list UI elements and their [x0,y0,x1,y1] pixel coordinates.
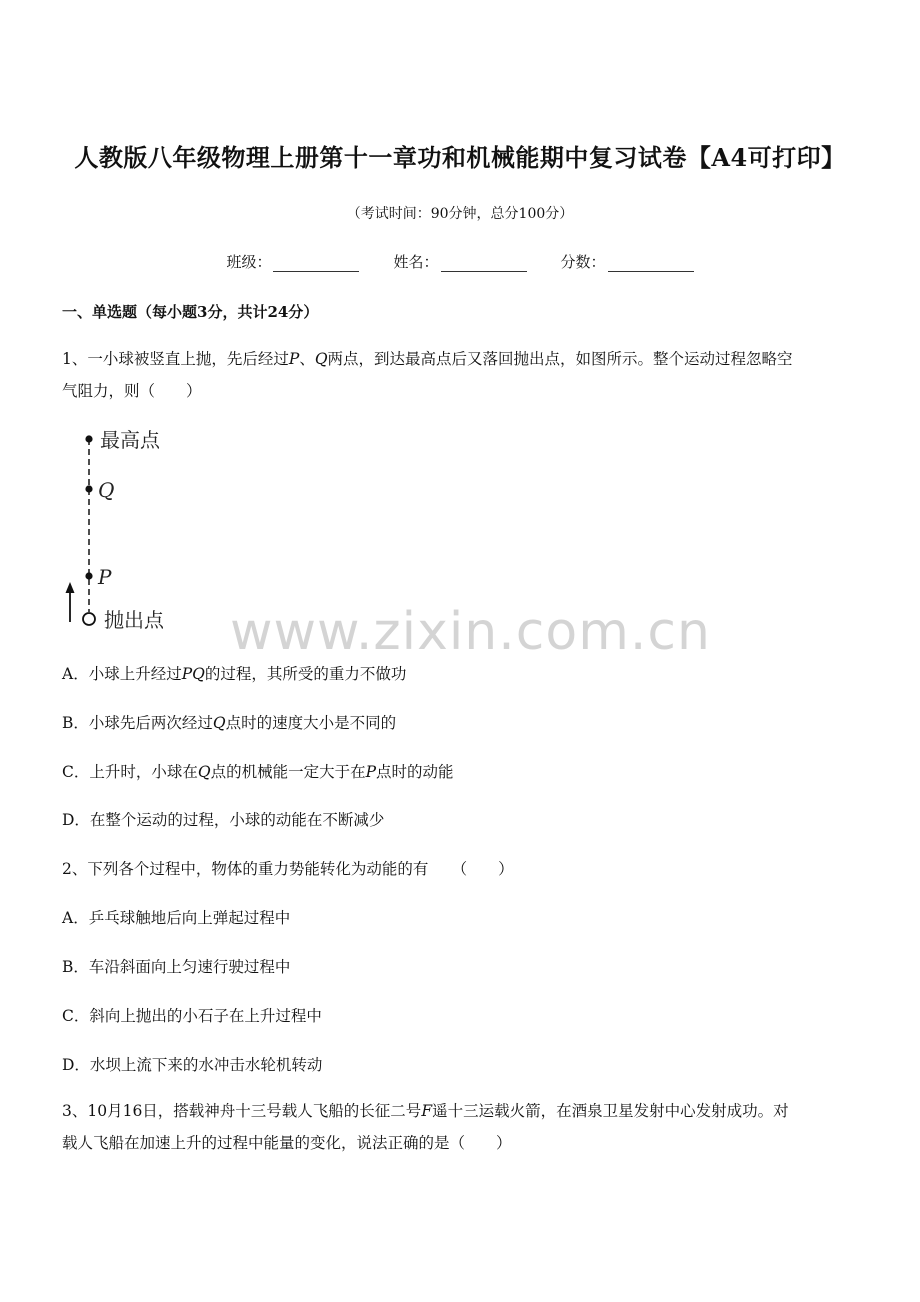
question-3-stem [62,1095,862,1159]
question-2-option-a: A．乒乓球触地后向上弹起过程中 [62,909,291,927]
question-2-option-d: D．水坝上流下来的水冲击水轮机转动 [62,1056,323,1074]
question-3-line-2: 载人飞船在加速上升的过程中能量的变化，说法正确的是（ ） [62,1134,512,1152]
question-1-stem [62,343,862,407]
question-2-option-b: B．车沿斜面向上匀速行驶过程中 [62,958,291,976]
question-1-line-1: 1、一小球被竖直上抛，先后经过P、Q两点，到达最高点后又落回抛出点，如图所示。整个运动过程忽略空 [62,350,793,368]
launch-point-label: 抛出点 [104,608,164,632]
watermark: www.zixin.com.cn [230,602,711,662]
name-field [393,251,526,272]
section-heading: 一、单选题（每小题3分，共计24分） [62,303,319,321]
exam-info: （考试时间：90分钟，总分100分） [346,206,574,222]
question-1-option-a: A．小球上升经过PQ的过程，其所受的重力不做功 [62,665,407,683]
score-label: 分数： [560,253,606,271]
q-point-label: Q [98,478,115,502]
class-blank [273,255,359,272]
p-point-label: P [98,565,112,589]
class-label: 班级： [226,253,272,271]
highest-point-dot [85,435,92,442]
page-title: 人教版八年级物理上册第十一章功和机械能期中复习试卷【A4可打印】 [74,143,846,172]
motion-diagram [60,422,200,637]
question-2-stem: 2、下列各个过程中，物体的重力势能转化为动能的有 （ ） [62,860,514,878]
p-point-dot [85,572,92,579]
question-1-line-2: 气阻力，则（ ） [62,382,202,400]
upward-arrow-head [66,582,75,593]
highest-point-label: 最高点 [100,428,160,452]
score-field [561,251,694,272]
question-1-option-b: B．小球先后两次经过Q点时的速度大小是不同的 [62,714,397,732]
launch-point-circle [83,613,95,625]
name-blank [441,255,527,272]
q-point-dot [85,485,92,492]
score-blank [608,255,694,272]
question-1-option-c: C．上升时，小球在Q点的机械能一定大于在P点时的动能 [62,763,454,781]
question-2-option-c: C．斜向上抛出的小石子在上升过程中 [62,1007,322,1025]
name-label: 姓名： [393,253,439,271]
question-1-option-d: D．在整个运动的过程，小球的动能在不断减少 [62,811,385,829]
class-field [226,251,359,272]
question-3-line-1: 3、10月16日，搭载神舟十三号载人飞船的长征二号F遥十三运载火箭，在酒泉卫星发射中心发射成功。对 [62,1102,789,1120]
student-info-row [0,251,920,272]
